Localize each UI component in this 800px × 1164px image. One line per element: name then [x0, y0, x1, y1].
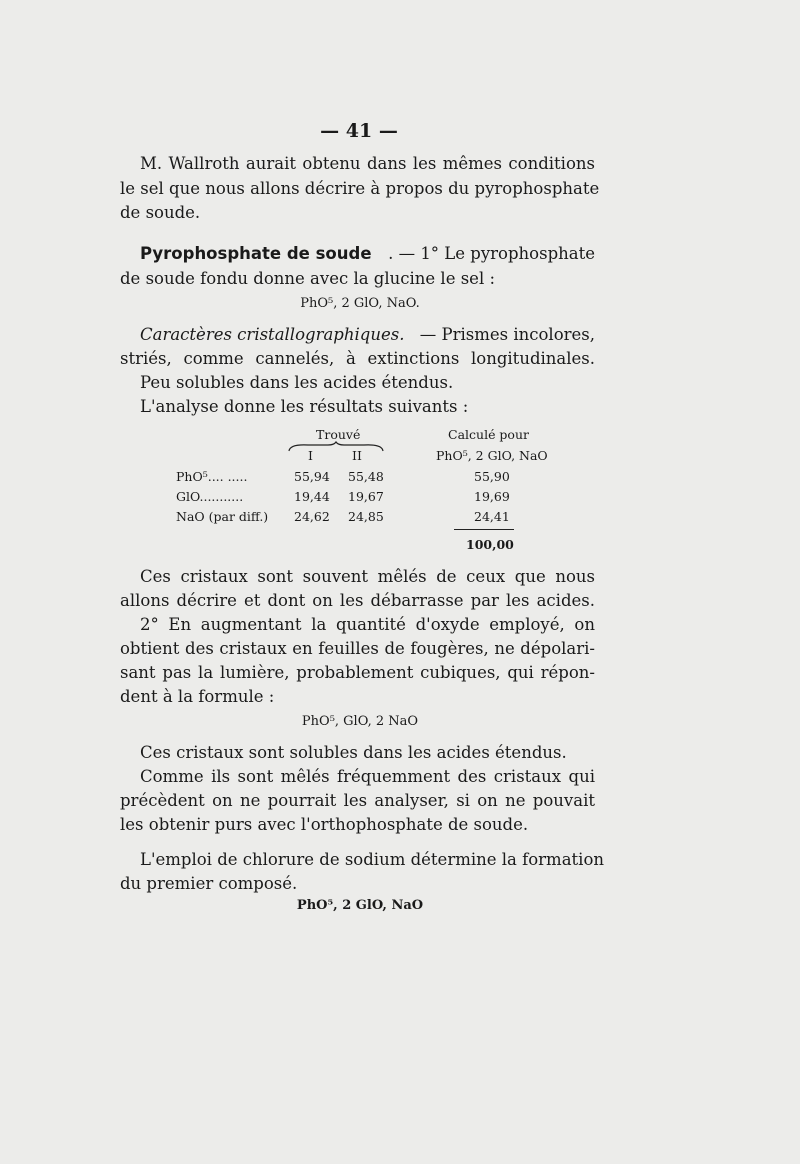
table-row-label: NaO (par diff.): [176, 509, 269, 524]
formula-2: PhO⁵, GlO, 2 NaO: [301, 714, 419, 729]
para1-line3: de soude.: [120, 203, 201, 222]
table-row-label: PhO⁵.... .....: [176, 469, 248, 484]
para3-line2: obtient des cristaux en feuilles de fougères, ne dépolari-: [120, 639, 595, 658]
para4: Ces cristaux sont solubles dans les acides étendus.: [140, 743, 567, 762]
table-row-v2: 19,67: [348, 489, 384, 504]
para3-line3: sant pas la lumière, probablement cubiques, qui répon-: [120, 663, 595, 682]
para3-line4: dent à la formule :: [120, 687, 275, 706]
page-number: — 41 —: [320, 120, 398, 142]
table-row-label: GlO...........: [176, 489, 244, 504]
table-col1-header: I: [308, 448, 313, 463]
table-row-calc: 19,69: [474, 489, 510, 504]
table-calc-formula: PhO⁵, 2 GlO, NaO: [436, 448, 548, 463]
caracteres-line4: L'analyse donne les résultats suivants :: [140, 397, 469, 416]
para5-line3: les obtenir purs avec l'orthophosphate de soude.: [120, 815, 529, 834]
para3-line1: 2° En augmentant la quantité d'oxyde employé, on: [140, 615, 595, 634]
table-row-calc: 55,90: [474, 469, 510, 484]
para5-line2: précèdent on ne pourrait les analyser, si on ne pouvait: [120, 791, 595, 810]
table-row-v2: 24,85: [348, 509, 384, 524]
table-brace: [288, 441, 384, 453]
caracteres-line3: Peu solubles dans les acides étendus.: [140, 373, 454, 392]
para6-line1: L'emploi de chlorure de sodium détermine la formation: [140, 850, 604, 869]
formula-3: PhO⁵, 2 GlO, NaO: [296, 898, 424, 913]
para1-line1: M. Wallroth aurait obtenu dans les mêmes conditions: [140, 154, 595, 173]
formula-1: PhO⁵, 2 GlO, NaO.: [300, 296, 420, 311]
table-found-header: Trouvé: [316, 427, 361, 442]
para2-line1: Ces cristaux sont souvent mêlés de ceux que nous: [140, 567, 595, 586]
table-row-calc: 24,41: [474, 509, 510, 524]
table-calc-header: Calculé pour: [448, 427, 529, 442]
section-heading: Pyrophosphate de soude: [140, 244, 372, 263]
table-row-v2: 55,48: [348, 469, 384, 484]
para2-line2: allons décrire et dont on les débarrasse par les acides.: [120, 591, 595, 610]
caracteres-line2: striés, comme cannelés, à extinctions longitudinales.: [120, 349, 595, 368]
para1-line2: le sel que nous allons décrire à propos du pyrophosphate: [120, 179, 600, 198]
table-total-rule: [454, 529, 514, 530]
para6-line2: du premier composé.: [120, 874, 298, 893]
section-heading-rest: . — 1° Le pyrophosphate: [388, 244, 595, 263]
section-line2: de soude fondu donne avec la glucine le sel :: [120, 269, 496, 288]
caracteres-label: Caractères cristallographiques.: [140, 325, 405, 344]
table-row-v1: 19,44: [294, 489, 330, 504]
table-row-v1: 24,62: [294, 509, 330, 524]
table-total: 100,00: [466, 537, 514, 552]
caracteres-rest: — Prismes incolores,: [419, 325, 595, 344]
table-row-v1: 55,94: [294, 469, 330, 484]
table-col2-header: II: [352, 448, 362, 463]
section-heading-line: [140, 243, 595, 265]
para5-line1: Comme ils sont mêlés fréquemment des cristaux qui: [140, 767, 595, 786]
caracteres-line1: [140, 324, 595, 346]
